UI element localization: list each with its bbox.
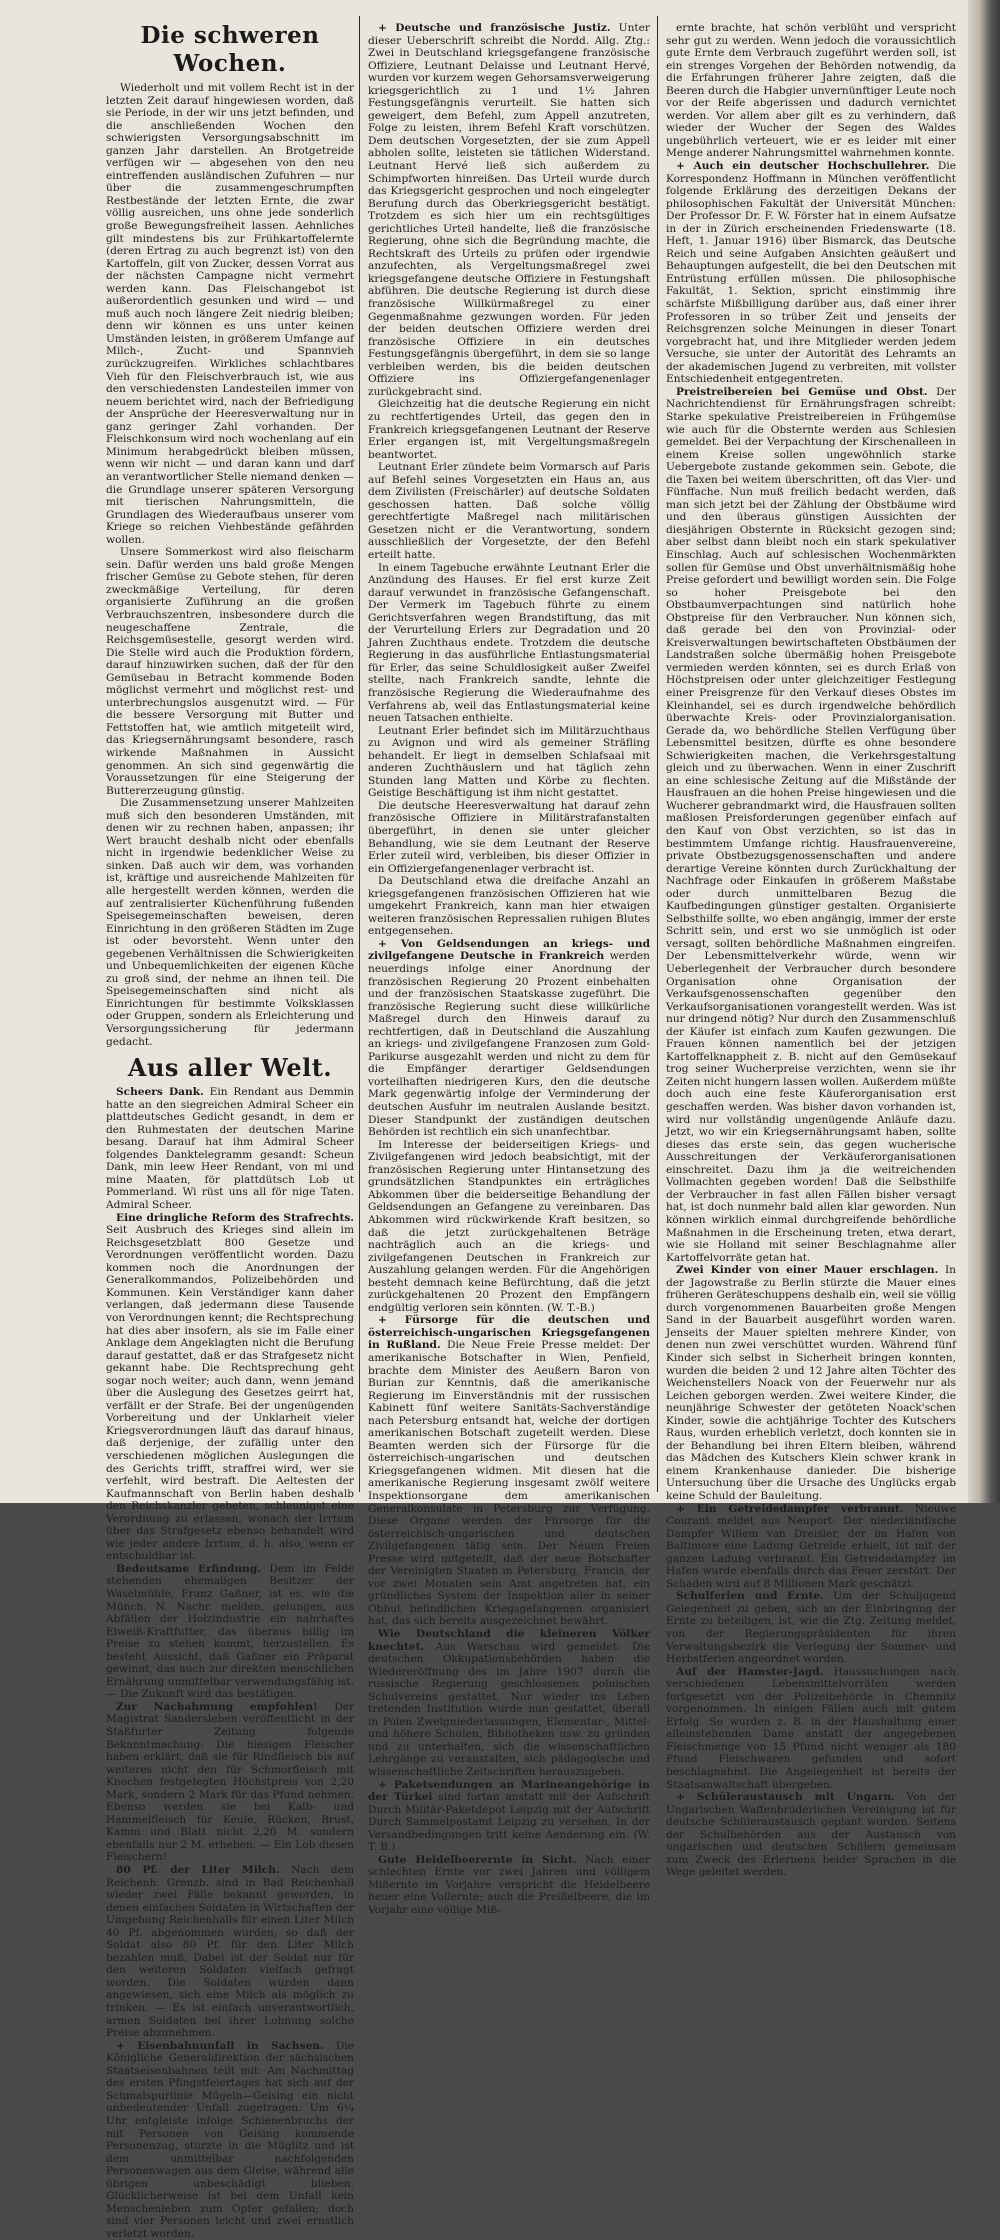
news-item-text: Aus Warschau wird gemeldet: Die deutschen Okkupationsbehörden haben die Wiedereröffnung des im Jahre 1907 durch die russische Regierung geschlossenen polnischen Schulvereins gestattet. Nur wieder ins Leben tretenden Institution wurde nun gestattet, überall in Polen Zweigniederlassungen, Elementar-, Mittel- und höhere Schulen, Bibliotheken usw. zu gründen und zu unterhalten, sich die wissenschaftlichen Lehrgänge zu veranstalten, sich pädagogische und wissenschaftliche Zeitschriften herauszugeben. bbox=[368, 1640, 650, 1779]
news-item-heading: + Eisenbahnunfall in Sachsen. bbox=[116, 2039, 324, 2052]
news-item bbox=[666, 1590, 956, 1665]
news-item bbox=[666, 160, 956, 386]
news-item-text: In einem Tagebuche erwähnte Leutnant Erler die Anzündung des Hauses. Er fiel erst kurze Zeit darauf verwundet in französische Gefangenschaft. Der Vermerk im Tagebuch führte zu einem Gerichtsverfahren wegen Brandstiftung, das mit der Verurteilung Erlers zur Degradation und 20 Jahren Zuchthaus endete. Trotzdem die deutsche Regierung in das ausführliche Entlastungsmaterial für Erler, das seine Schuldlosigkeit außer Zweifel stellte, nach Frankreich sandte, lehnte die französische Regierung die Wiederaufnahme des Verfahrens ab, weil das Entlastungsmaterial keine neuen Tatsachen enthielte. bbox=[368, 561, 650, 725]
news-item bbox=[368, 725, 650, 800]
news-item-heading: Wie Deutschland die kleineren Völker knechtet. bbox=[368, 1628, 650, 1653]
news-item-heading: + Fürsorge für die deutschen und österreichisch-ungarischen Kriegsgefangenen in Rußland. bbox=[368, 1314, 650, 1352]
column-right bbox=[666, 22, 957, 1879]
article-paragraph: Unsere Sommerkost wird also fleischarm sein. Dafür werden uns bald große Mengen frischer Gemüse zu Gebote stehen, für deren zweckmäßige Verteilung, für deren organisierte Zuführung an die großen Verbrauchszentren, insbesondere durch die neugeschaffene Zentrale, die Reichsgemüsestelle, gesorgt werden wird. Die Stelle wird auch die Produktion fördern, darauf hinzuwirken suchen, daß der für den Gemüsebau in Betracht kommende Boden möglichst vermehrt und möglichst rest- und unterbrechungslos ausgenutzt wird. — Für die bessere Versorgung mit Butter und Fettstoffen hat, wie amtlich mitgeteilt wird, das Kriegsernährungsamt besondere, rasch wirkende Maßnahmen in Aussicht genommen. An sich sind gegenwärtig die Voraussetzungen für eine Steigerung der Buttererzeugung günstig. bbox=[106, 546, 354, 797]
news-item bbox=[368, 1139, 650, 1315]
news-item-heading: Zur Nachahmung empfohlen! bbox=[116, 1700, 318, 1713]
news-item-text: Da Deutschland etwa die dreifache Anzahl an kriegsgefangenen französischen Offizieren hat wie umgekehrt Frankreich, kann man hier etwaigen weiteren französischen Repressalien ruhigen Blutes entgegensehen. bbox=[368, 875, 650, 938]
news-item-text: Nach dem Reichenh. Grenzb. sind in Bad Reichenhall wieder zwei Fälle bekannt geworden, in denen einfachen Soldaten in Wirtschaften der Umgebung Reichenhalls für einen Liter Milch 40 Pf. abgenommen wurden, so daß der Soldat also 80 Pf. für den Liter Milch bezahlen muß. Dabei ist der Soldat nur für den weiteren Soldaten vielfach gefragt worden. Die Soldaten wurden dann angewiesen, sich eine Milch als möglich zu trinken. — Es ist einfach unverantwortlich, armen Soldaten bei ihrer Lohnung solche Preise abzunehmen. bbox=[106, 1864, 354, 2040]
news-item-text: Leutnant Erler zündete beim Vormarsch auf Paris auf Befehl seines Vorgesetzten ein Haus an, aus dem Zivilisten (Freischärler) auf deutsche Soldaten geschossen hatten. Daß solche völlig gerechtfertigte Maßregel nach militärischen Gesetzen nicht er die Verantwortung, sondern ausschließlich der Vorgesetzte, der den Befehl erteilt hatte. bbox=[368, 461, 650, 561]
news-item-heading: Schulferien und Ernte. bbox=[676, 1590, 824, 1603]
news-item-text: Um der Schuljugend Gelegenheit zu geben, sich an der Einbringung der Ernte zu beteiligen, ist, wie die Ztg. Zeitung meldet, von der Regierungspräsidenten für ihren Verwaltungsbezirk die Verlegung der Sommer- und Herbstferien angeordnet worden. bbox=[666, 1590, 957, 1666]
news-item bbox=[106, 1701, 354, 1864]
news-item bbox=[106, 1563, 354, 1701]
news-item-text: Leutnant Erler befindet sich im Militärzuchthaus zu Avignon und wird als gemeiner Sträfling behandelt. Er liegt in demselben Schlafsaal mit anderen Zuchthäuslern und hat täglich zehn Stunden lang Matten und Körbe zu flechten. Geistige Beschäftigung ist ihm nicht gestattet. bbox=[368, 724, 650, 800]
news-item bbox=[666, 1791, 956, 1879]
news-item bbox=[368, 875, 650, 938]
news-item-text: In der Jagowstraße zu Berlin stürzte die Mauer eines früheren Geräteschuppens deshalb ein, weil sie völlig durch vorgenommenen Bauarbeiten große Mengen Sand in der Bauarbeit ausgeführt worden waren. Jenseits der Mauer spielten mehrere Kinder, von denen nun zwei verschüttet wurden. Während fünf Kinder sich selbst in Sicherheit bringen konnten, wurden die beiden 2 und 12 Jahre alten Töchter des Weichenstellers Noack von der Feuerwehr nur als Leichen geborgen werden. Zwei weitere Kinder, die neunjährige Schwester der getöteten Noack'schen Kinder, sowie die achtjährige Tochter des Kutschers Raus, wurden erheblich verletzt, doch konnten sie in der Behandlung bei ihren Eltern bleiben, während das Mädchen des Kutschers Klein schwer krank in einem Krankenhause danieder. Die bisherige Untersuchung über die Ursache des Unglücks ergab keine Schuld der Bauleitung. bbox=[666, 1264, 956, 1502]
news-item bbox=[368, 800, 650, 875]
news-item-text: Seit Ausbruch des Krieges sind allein im Reichsgesetzblatt 800 Gesetze und Verordnungen veröffentlicht worden. Dazu kommen noch die Anordnungen der Generalkommandos, Polizeibehörden und Kommunen. Kein Verständiger kann daher verlangen, daß jedermann diese Tausende von Verordnungen kennt; die Rechtsprechung hat dies aber insofern, als sie im Falle einer Anklage dem Angeklagten nicht die Berufung darauf gestattet, daß er das Strafgesetz nicht gekannt habe. Die Rechtsprechung geht sogar noch weiter; auch dann, wenn jemand über die Auslegung des Gesetzes geirrt hat, verfällt er der Strafe. Bei der ungenügenden Vorbereitung und der Unklarheit vieler Kriegsverordnungen läuft das darauf hinaus, daß derjenige, der zufällig unter den verschiedenen möglichen Auslegungen die des Gerichts trifft, straffrei wird, wer sie verfehlt, wird bestraft. Die Aeltesten der Kaufmannschaft von Berlin haben deshalb den Reichskanzler gebeten, schleunigst eine Verordnung zu erlassen, wonach der Irrtum über das Strafgesetz ebenso behandelt wird wie jeder andere Irrtum, d. h. also, wenn er entschuldbar ist. bbox=[106, 1224, 354, 1563]
news-item-text: Nach einer schlechten Ernte vor zwei Jahren und völligem Mißernte im Vorjahre verspricht die Heidelbeere heuer eine Vollernte; auch die Preißelbeere, die im Vorjahr eine völlige Miß- bbox=[368, 1853, 650, 1917]
news-item-heading: + Ein Getreidedampfer verbrannt. bbox=[676, 1502, 904, 1515]
column-left bbox=[106, 22, 355, 2240]
news-item-heading: Preistreibereien bei Gemüse und Obst. bbox=[676, 385, 928, 398]
news-item bbox=[368, 562, 650, 725]
news-item bbox=[666, 1666, 956, 1791]
news-item-text: Die deutsche Heeresverwaltung hat darauf zehn französische Offiziere in Militärstrafanstalten übergeführt, in denen sie unter gleicher Behandlung, wie sie dem Leutnant der Reserve Erler zuteil wird, verbleiben, bis dieser Offizier in ein Offiziergefangenenlager verbracht ist. bbox=[368, 799, 650, 875]
news-item-text: ernte brachte, hat schön verblüht und verspricht sehr gut zu werden. Wenn jedoch die voraussichtlich gute Ernte dem Verbrauch zugeführt werden soll, ist ein strenges Vorgehen der Behörden notwendig, da die Erfahrungen früherer Jahre zeigten, daß die Beeren durch die Habgier unvernünftiger Leute noch vor der Reife abgerissen und dadurch vernichtet werden. Vor allem aber gilt es zu verhindern, daß wieder der Wucher der Segen des Waldes ungebührlich verteuert, wie er es leider mit einer Menge anderer Nahrungsmittel wahrnehmen konnte. bbox=[666, 22, 956, 160]
news-item-text: Von der Ungarischen Waffenbrüderlichen Vereinigung ist für deutsche Schüleraustausch geplant worden. Seitens der Schulbehörden aus der Austausch von ungarischen und deutschen Schülern gemeinsam zum Zweck des Erlernens beider Sprachen in die Wege geleitet werden. bbox=[666, 1791, 956, 1879]
news-item-heading: + Von Geldsendungen an kriegs- und zivilgefangene Deutsche in Frankreich bbox=[368, 937, 650, 963]
news-item-text: Gleichzeitig hat die deutsche Regierung ein nicht zu rechtfertigendes Urteil, das gegen den in Frankreich kriegsgefangenen Leutnant der Reserve Erler ergangen ist, mit Vergeltungsmaßregeln beantwortet. bbox=[368, 398, 650, 461]
news-item bbox=[106, 1086, 354, 1211]
news-item-text: Der Nachrichtendienst für Ernährungsfragen schreibt: Starke spekulative Preistreibereien in Frühgemüse wie auch für die Obsternte werden aus Schlesien gemeldet. Bei der Verpachtung der Kirschenalleen in einem Kreise sollen ungewöhnlich starke Uebergebote zustande gekommen sein. Gebote, die die Taxen bei weitem überschritten, oft das Vier- und Fünffache. Nun muß freilich bedacht werden, daß man sich jetzt bei der Zählung der Obstbäume wird und den überaus günstigen Aussichten der diesjährigen Obsternte in Rücksicht gezogen sind; aber selbst dann bleibt noch ein stark spekulativer Einschlag. Auch auf schlesischen Wochenmärkten sollen für Gemüse und Obst unverhältnismäßig hohe Preise gefordert und bewilligt worden sein. Die Folge so hoher Preisgebote bei den Obstbaumverpachtungen sind natürlich hohe Obstpreise für den Verbraucher. Nun können sich, daß gerade bei den von Provinzial- oder Kreisverwaltungen bewirtschafteten Obstbäumen der Landstraßen solche übermäßig hohen Preisgebote vermieden werden könnten, sei es durch Erlaß von Höchstpreisen oder unter gleichzeitiger Festlegung einer Preisgrenze für den Verkauf dieses Obstes im Kleinhandel, sei es durch irgendwelche behördlich überwachte Kreis- oder Provinzialorganisation. Gerade da, wo behördliche Stellen Verfügung über Lebensmittel besitzen, dürfte es ohne besondere Schwierigkeiten machen, die Verkehrsgestaltung gleich und zu überwachen. Wenn in einer Zuschrift an eine schlesische Zeitung auf die Mißstände der Hausfrauen an die hohen Preise hingewiesen und die Wucherer gebrandmarkt wird, die Hausfrauen sollten maßlosen Preisforderungen gegenüber einfach auf den Kauf von Obst verzichten, so ist das in bestimmtem Umfange richtig. Hausfrauenvereine, private Obstbezugsgenossenschaften und andere derartige Vereine könnten durch Zurückhaltung der Nachfrage oder Einkaufen in größerem Maßstabe oder durch unmittelbaren Bezug die Kaufbedingungen günstiger gestalten. Organisierte Selbsthilfe sollte, wo eben angängig, immer der erste Schritt sein, und erst wo sie unmöglich ist oder versagt, sollten behördliche Maßnahmen eingreifen. Der Lebensmittelverkehr würde, wenn wir Ueberlegenheit der Verbraucher durch besondere Organisation ohne Organisation der Verkaufsgenossenschaften gegenüber den Verkaufsorganisationen vorangestellt werden. Was ist nur dringend nötig? Nur durch den Zusammenschluß der Käufer ist einfach zum Kaufen gezwungen. Die Frauen können namentlich bei der jetzigen Kartoffelknappheit z. B. nicht auf den Gemüsekauf trog seiner Wucherpreise verzichten, wenn sie ihr Zeiten nicht hungern lassen wollen. Außerdem müßte doch auch eine feste Käuferorganisation erst geschaffen werden. Was bisher davon vorhanden ist, wird nur vollständig ungenügende Anläufe dazu. Jetzt, wo wir ein Kriegsernährungsamt haben, sollte dieses das erste sein, das gegen wucherische Ausschreitungen der Verkäuferorganisationen einschreitet. Dazu ihm ja die weitreichenden Vollmachten gegeben worden! Daß die Selbsthilfe der Verbraucher in fast allen Fällen bisher versagt hat, ist doch nunmehr bald allen klar geworden. Nun können wirklich einmal durchgreifende behördliche Maßnahmen in die Erscheinung treten, etwa derart, wie sie Holland mit seiner Beschlagnahme aller Kartoffelvorräte getan hat. bbox=[666, 385, 957, 1264]
article-paragraph: Wiederholt und mit vollem Recht ist in der letzten Zeit darauf hingewiesen worden, daß sie Periode, in der wir uns jetzt befinden, und die anschließenden Wochen den schwierigsten Versorgungsabschnitt im ganzen Jahr darstellen. An Brotgetreide verfügen wir — abgesehen von den neu eintreffenden ausländischen Zufuhren — nur über die zusammengeschrumpften Restbestände der letzten Ernte, die zwar völlig ausreichen, uns ohne jede sonderlich große Bewegungsfreiheit lassen. Aehnliches gilt mindestens bis zur Frühkartoffelernte (deren Ertrag zu auch begrenzt ist) von den Kartoffeln, gilt von Zucker, dessen Vorrat aus der nächsten Campagne nicht vermehrt werden kann. Das Fleischangebot ist außerordentlich gesunken und wird — und muß auch noch längere Zeit niedrig bleiben; denn wir können es uns unter keinen Umständen leisten, in größerem Umfange auf Milch-, Zucht- und Spannvieh zurückzugreifen. Wirkliches schlachtbares Vieh für den Fleischverbrauch ist, wie aus den verschiedensten Landesteilen immer von neuem berichtet wird, nach der Befriedigung der Ansprüche der Heeresverwaltung nur in ganz geringer Zahl vorhanden. Der Fleischkonsum wird noch wochenlang auf ein Minimum herabgedrückt bleiben müssen, wenn wir nicht — und daran kann und darf an verantwortlicher Stelle niemand denken — die Grundlage unserer späteren Versorgung mit tierischen Nahrungsmitteln, die Grundlagen des Wiederaufbaus unserer vom Kriege so reichen Viehbestände gefährden wollen. bbox=[106, 82, 354, 546]
section-title-aus-aller-welt: Aus aller Welt. bbox=[127, 1053, 333, 1083]
news-item bbox=[666, 386, 956, 1264]
column-middle bbox=[368, 22, 650, 1917]
news-item-text: werden neuerdings infolge einer Anordnung der französischen Regierung 20 Prozent einbehalten und der französischen Staatskasse zugeführt. Die französische Regierung sucht diese willkürliche Maßregel durch den Hinweis darauf zu rechtfertigen, daß in Deutschland die Auszahlung an kriegs- und zivilgefangene Franzosen zum Gold-Parikurse ausgezahlt werden und nicht zu dem für die Empfänger derartiger Geldsendungen vorteilhaften niedrigeren Kurs, den die deutsche Mark gegenwärtig infolge der Verminderung der deutschen Ausfuhr im neutralen Auslande besitzt. Dieser Standpunkt der zuständigen deutschen Behörden ist rechtlich ein sich unanfechtbar. bbox=[368, 950, 650, 1139]
news-item-heading: Zwei Kinder von einer Mauer erschlagen. bbox=[676, 1264, 939, 1277]
news-item-heading: Gute Heidelbeerernte in Sicht. bbox=[378, 1853, 577, 1866]
news-item-heading: + Paketsendungen an Marineangehörige in der Türkei bbox=[368, 1778, 650, 1804]
news-item-text: Die Korrespondenz Hoffmann in München veröffentlicht folgende Erklärung des derzeitigen Dekans der philosophischen Fakultät der Universität München: Der Professor Dr. F. W. Förster hat in einem Aufsatze in der in Zürich erscheinenden Friedenswarte (18. Heft, 1. Januar 1916) über Bismarck, das Deutsche Reich und seine Aufgaben Ansichten geäußert und Behauptungen aufgestellt, die bei den Deutschen mit Entrüstung erfüllen müssen. Die philosophische Fakultät, 1. Sektion, spricht einstimmig ihre schärfste Mißbilligung darüber aus, daß einer ihrer Professoren in so trüber Zeit und jenseits der Reichsgrenzen solche Meinungen in dieser Tonart vorgebracht hat, und ihre Mitglieder werden jedem Versuche, sie unter der Autorität des Lehramts an der akademischen Jugend zu verbreiten, mit vollster Entschiedenheit entgegentreten. bbox=[666, 160, 956, 386]
column-divider bbox=[359, 16, 360, 1492]
news-item bbox=[106, 1212, 354, 1563]
news-item bbox=[368, 1628, 650, 1779]
news-item-text: sind fortan anstatt mit der Aufschrift Durch Militär-Paketdepot Leipzig mit der Aufschrift Durch Sammelpostamt Leipzig zu versehen. In der Versandbedingungen tritt keine Aenderung ein. (W. T. B.) bbox=[368, 1791, 650, 1854]
news-item bbox=[106, 1864, 354, 2040]
news-item bbox=[368, 1854, 650, 1917]
news-item-heading: 80 Pf. der Liter Milch. bbox=[116, 1864, 280, 1877]
news-item-heading: Auf der Hamster-Jagd. bbox=[676, 1665, 824, 1678]
news-item-heading: + Deutsche und französische Justiz. bbox=[378, 22, 611, 34]
news-item bbox=[368, 461, 650, 561]
news-item bbox=[368, 398, 650, 461]
news-item bbox=[368, 938, 650, 1139]
article-paragraph: Die Zusammensetzung unserer Mahlzeiten muß sich den besonderen Umständen, mit denen wir zu rechnen haben, anpassen; ihr Wert braucht deshalb nicht oder ebenfalls nicht in irgendwie bedenklicher Weise zu sinken. Daß auch wir dem, was vorhanden ist, kräftige und ausreichende Mahlzeiten für alle hergestellt werden können, werden die auf zentralisierter Küchenführung fußenden Speisegemeinschaften beweisen, deren Einrichtung in den größeren Städten im Zuge ist oder bevorsteht. Wenn unter den gegebenen Verhältnissen die Schwierigkeiten und Unbequemlichkeiten der eigenen Küche zu groß sind, der nehme an ihnen teil. Die Speisegemeinschaften sind nicht als Einrichtungen für bestimmte Volksklassen oder Gruppen, sondern als Erleichterung und Versorgungssicherung für jedermann gedacht. bbox=[106, 797, 354, 1048]
news-item-text: Im Interesse der beiderseitigen Kriegs- und Zivilgefangenen wird jedoch beabsichtigt, mit der französischen Regierung unter Hintansetzung des grundsätzlichen Standpunktes ein erträgliches Abkommen über die beiderseitige Behandlung der Geldsendungen an Gefangene zu vereinbaren. Das Abkommen wird rückwirkende Kraft besitzen, so daß die jetzt zurückgehaltenen Beträge nachträglich auch an die kriegs- und zivilgefangenen Deutschen in Frankreich zur Auszahlung gelangen werden. Für die Angehörigen besteht demnach keine Befürchtung, daß die jetzt zurückgehaltenen 20 Prozent den Empfängern endgültig verloren sein könnten. (W. T.-B.) bbox=[368, 1138, 650, 1314]
news-item bbox=[666, 1264, 956, 1502]
page-edge-shadow bbox=[968, 0, 1000, 1503]
news-item-text: Die Königliche Generaldirektion der sächsischen Staatseisenbahnen teilt mit: Am Nachmittag des ersten Pfingstfeiertages hat sich auf der Schmalspurlinie Mügeln—Geising ein nicht unbedeutender Unfall zugetragen. Um 6¼ Uhr entgleiste infolge Schienenbruchs der mit Personen von Geising kommende Personenzug, stürzte in die Müglitz und ist dem unmittelbar nachfolgenden Personenwagen aus dem Gleise, während alle übrigen unbeschädigt blieben. Glücklicherweise ist bei dem Unfall kein Menschenleben zum Opfer gefallen; doch sind vier Personen leicht und zwei ernstlich verletzt worden. bbox=[106, 2039, 354, 2240]
news-item-heading: Scheers Dank. bbox=[116, 1086, 204, 1099]
news-item-text: Nieuwe Courant meldet aus Neuport: Der niederländische Dampfer Willem van Dreisler, der im Hafen von Baltimore eine Ladung Getreide erhielt, ist mit der ganzen Ladung verbrannt. Ein Getreidedampfer im Hafen wurde ebenfalls durch das Feuer zerstört. Der Schaden wird auf 8 Millionen Mark geschätzt. bbox=[666, 1502, 957, 1590]
news-item-heading: + Auch ein deutscher Hochschullehrer. bbox=[676, 160, 930, 173]
news-item bbox=[368, 1779, 650, 1854]
news-item bbox=[106, 2040, 354, 2240]
news-item bbox=[666, 22, 956, 160]
news-item-heading: Bedeutsame Erfindung. bbox=[116, 1562, 261, 1575]
article-title-schwere-wochen: Die schweren Wochen. bbox=[140, 22, 320, 77]
news-item-heading: + Schüleraustausch mit Ungarn. bbox=[676, 1791, 895, 1804]
news-item bbox=[666, 1503, 956, 1591]
news-item-text: Die Neue Freie Presse meldet: Der amerikanische Botschafter in Wien, Penfield, brachte dem Minister des Aeußern Baron von Burian zur Kenntnis, daß die amerikanische Regierung im Einverständnis mit der russischen Kabinett fünf weitere Sanitäts-Sachverständige nach Petersburg entsandt hat, welche der dortigen amerikanischen Botschaft zugeteilt werden. Diese Beamten werden sich der Fürsorge für die österreichisch-ungarischen und deutschen Kriegsgefangenen widmen. Mit diesen hat die amerikanische Regierung insgesamt zwölf weitere Inspektionsorgane dem amerikanischen Generalkonsulate in Petersburg zur Verfügung. Diese Organe werden der Fürsorge für die österreichisch-ungarischen und deutschen Zivilgefangenen tätig sein. Der Neuen Freien Presse wird mitgeteilt, daß der neue Botschafter der Vereinigten Staaten in Petersburg, Francis, der vor zwei Monaten sein Amt angetreten hat, ein gründliches System der Inspektion aller in seiner Obhut befindlichen Kriegsgefangenen organisiert hat, das sich bereits ausgezeichnet bewährt. bbox=[368, 1339, 650, 1628]
news-item bbox=[368, 1314, 650, 1628]
news-item-heading: Eine dringliche Reform des Strafrechts. bbox=[116, 1211, 354, 1224]
column-divider bbox=[657, 16, 658, 1492]
news-item bbox=[368, 22, 650, 398]
news-item-text: Der Magistrat Sandersleben veröffentlicht in der Staßfurter Zeitung folgende Bekanntmachung: Die hiesigen Fleischer haben erklärt, daß sie für Rindfleisch bis auf weiteres nicht den für Schmorfleisch mit Knochen festgelegten Höchstpreis von 2,20 Mark, sondern 2 Mark für das Pfund nehmen. Ebenso werden sie bei Kalb- und Hammelfleisch für Keule, Rücken, Brust, Kamm und Blatt nicht 2,20 M. sondern ebenfalls nur 2 M. erheben. — Ein Lob diesen Fleischern! bbox=[106, 1700, 355, 1864]
news-item-text: Haussuchungen nach verschiedenen Lebensmittelvorräten werden fortgesetzt von der Polizeibehörde in Chemnitz vorgenommen. In einigen Fällen auch mit gutem Erfolg. So wurden z. B. in der Haushaltung einer alleinstehenden Dame anstatt der angegebenen Fleischmenge von 15 Pfund nicht weniger als 180 Pfund Fleischwaren gefunden und sofort beschlagnahmt. Die Angelegenheit ist bereits der Staatsanwaltschaft übergeben. bbox=[666, 1665, 956, 1791]
news-item-text: Dem im Felde stehenden ehemaligen Besitzer der Waselmühle, Franz Gaßner, ist es, wie die Münch. N. Nachr. melden, gelungen, aus Abfällen der Holzindustrie ein nahrhaftes Eiweiß-Kraftfutter, das überaus billig im Preise zu stehen kommt, herzustellen. Es besteht Aussicht, daß Gaßner ein Präparat gewinnt, das auch zur direkten menschlichen Ernährung unmittelbar verwendungsfähig ist. — Die Zukunft wird das bestätigen. bbox=[106, 1562, 355, 1701]
news-item-text: Unter dieser Ueberschrift schreibt die Nordd. Allg. Ztg.: Zwei in Deutschland kriegsgefangene französische Offiziere, Leutnant Delaisse und Leutnant Hervé, wurden vor kurzem wegen Gehorsamsverweigerung kriegsgerichtlich zu 1 und 1½ Jahren Festungsgefängnis verurteilt. Sie hatten sich geweigert, dem Befehl, zum Appell anzutreten, Folge zu leisten, ihrem Befehl Kraft vorschützen. Dem deutschen Vorgesetzten, der sie zum Appell abholen sollte, leisteten sie tätlichen Widerstand. Leutnant Hervé ließ sich außerdem zu Schimpfworten hinreißen. Das Urteil wurde durch das Kriegsgericht gesprochen und noch eingelegter Berufung durch das Oberkriegsgericht bestätigt. Trotzdem es sich hier um ein rechtsgültiges gerichtliches Urteil handelte, ließ die französische Regierung, ohne sich die Begründung machte, die Rechtskraft des Urteils zu prüfen oder irgendwie anzufechten, als Vergeltungsmaßregel zwei kriegsgefangene deutsche Offiziere in Festungshaft abführen. Die deutsche Regierung ist durch diese französische Willkürmaßregel zu einer Gegenmaßnahme gezwungen worden. Für jeden der beiden deutschen Offiziere werden drei französische Offiziere in ein deutsches Festungsgefängnis übergeführt, in dem sie so lange verbleiben werden, bis die beiden deutschen Offiziere ins Offiziergefangenenlager zurückgebracht sind. bbox=[368, 22, 650, 398]
news-item-text: Ein Rendant aus Demmin hatte an den siegreichen Admiral Scheer ein plattdeutsches Gedicht gesandt, in dem er den Ruhmestaten der deutschen Marine besang. Darauf hat ihm Admiral Scheer folgendes Danktelegramm gesandt: Scheun Dank, min leew Heer Rendant, von mi und mine Maaten, för plattdütsch Lob ut Pommerland. Wi rüst uns all för nige Taten. Admiral Scheer. bbox=[106, 1086, 354, 1212]
